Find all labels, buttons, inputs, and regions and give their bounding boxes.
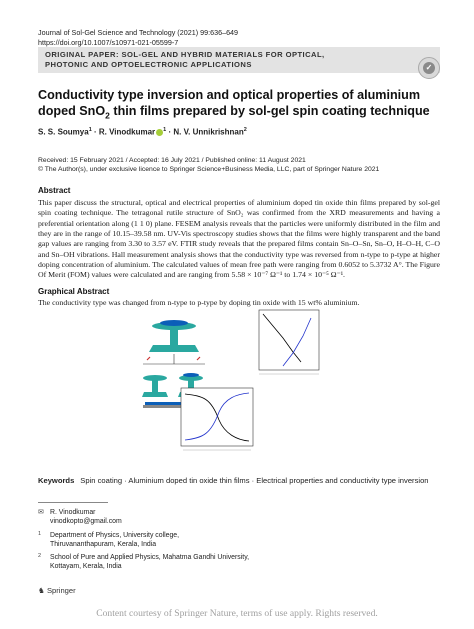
graphical-abstract-figure [141,308,377,466]
springer-horse-icon: ♞ [38,586,45,595]
author-1[interactable]: S. S. Soumya [38,127,89,137]
affiliation-1-number: 1 [38,531,42,537]
article-type-banner [38,47,440,73]
journal-citation [38,28,238,47]
author-2[interactable]: R. Vinodkumar [98,127,156,137]
publisher-logo: ♞ Springer [38,586,76,595]
affiliation-2: School of Pure and Applied Physics, Mahatma Gandhi University, Kottayam, Kerala, India [50,554,250,570]
banner-line-2: PHOTONIC AND OPTOELECTRONIC APPLICATIONS [45,60,252,69]
doi-link[interactable]: https://doi.org/10.1007/s10971-021-05599-7 [38,37,179,47]
journal-name: Journal of Sol-Gel Science and Technology (2021) 99:636–649 [38,28,239,37]
affiliation-1: Department of Physics, University college, Thiruvananthapuram, Kerala, India [50,532,180,548]
copyright-line: © The Author(s), under exclusive licence to Springer Science+Business Media, LLC, part of Springer Nature 2021 [38,166,380,173]
mail-icon: ✉ [38,509,44,516]
author-3[interactable]: N. V. Unnikrishnan [173,127,244,137]
affiliation-2-number: 2 [38,553,42,559]
abstract-heading: Abstract [38,186,71,195]
carrier-concentration-plot [259,310,319,374]
check-for-updates-icon[interactable]: ✓ [418,57,440,79]
resistivity-plot [181,388,253,450]
corresponding-email[interactable]: vinodkopto@gmail.com [50,518,122,525]
author-list: S. S. Soumya$^1$ · R. Vinodkumar $^1$ · N. V. Unnikrishnan$^2$ [38,127,247,137]
keywords-text: Spin coating · Aluminium doped tin oxide thin films · Electrical properties and conductivity type inversion [80,476,429,485]
footer-notice: Content courtesy of Springer Nature, terms of use apply. Rights reserved. [96,608,378,619]
keywords-label: Keywords [38,476,75,485]
footnote-divider [38,502,108,503]
graphical-abstract-heading: Graphical Abstract [38,287,110,296]
graphical-abstract-text: The conductivity type was changed from n-type to p-type by doping tin oxide with 15 wt% aluminium. [38,298,360,307]
article-title [38,88,438,124]
publication-dates: Received: 15 February 2021 / Accepted: 16 July 2021 / Published online: 11 August 2021 © The Author(s), under exclusive licence to Springer Science+Business Media, LLC, part of Springer Nature 2021 [38,156,438,174]
abstract-text: This paper discuss the structural, optical and electrical properties of aluminium doped tin oxide thin films prepared by sol-gel spin coating technique. The tetragonal rutile structure of SnO₂ was confirmed from the XRD measurements and having a preferential orientation along (1 1 0) plane. FESEM analysis reveals that the particles were uniformly distributed in the film and they are in the range of 10.15–39.58 nm. UV-Vis spectroscopy studies shows that the films were highly transparent and the band gap values are ranging from 3.30 to 3.57 eV. FTIR study reveals that the prepared films contain Sn–O–Sn, Sn–O, H–O–H, C–O and Sn–OH vibrations. Hall measurement analysis shows that the conductivity type was reversed from n-type to p-type at higher doping concentration of aluminium. The calculated values of mean free path were ranging from 0.6052 to 5.3732 A°. The Figure Of Merit (FOM) values were calculated and are ranging from 5.58 × 10⁻⁷ Ω⁻¹ to 1.74 × 10⁻⁵ Ω⁻¹. [38,198,440,280]
banner-line-1: ORIGINAL PAPER: SOL-GEL AND HYBRID MATERIALS FOR OPTICAL, [45,50,325,59]
keywords-line [38,476,448,485]
title-line-1: Conductivity type inversion and optical properties of aluminium [38,88,421,102]
title-line-2: doped SnO$_2$ thin films prepared by sol-gel spin coating technique [38,103,430,121]
corresponding-author: R. Vinodkumar vinodkopto@gmail.com [50,509,122,525]
